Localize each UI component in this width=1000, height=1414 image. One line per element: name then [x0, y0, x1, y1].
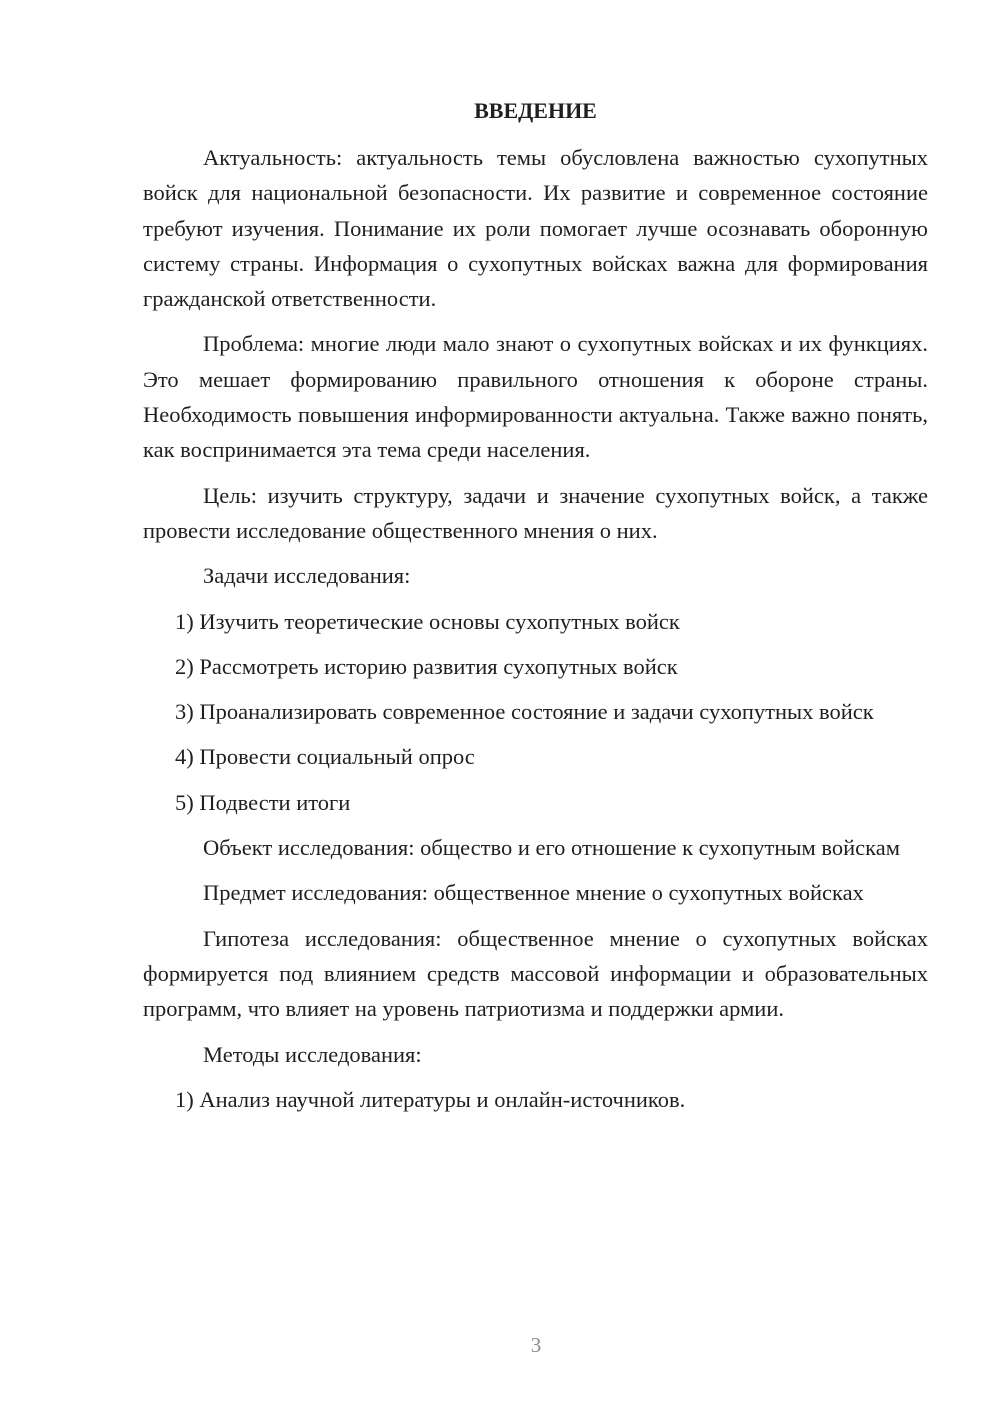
object-paragraph: Объект исследования: общество и его отношение к сухопутным войскам	[203, 835, 900, 861]
document-page	[143, 96, 928, 1127]
hypothesis-paragraph: Гипотеза исследования: общественное мнение о сухопутных войсках формируется под влиянием средств массовой информации и образовательных программ, что влияет на уровень патриотизма и поддержки армии.	[143, 925, 928, 1022]
list-item: 1) Изучить теоретические основы сухопутных войск	[175, 608, 680, 634]
relevance-paragraph: Актуальность: актуальность темы обусловлена важностью сухопутных войск для национальной безопасности. Их развитие и современное состояние требуют изучения. Понимание их роли помогает лучше осознавать оборонную систему страны. Информация о сухопутных войсках важна для формирования гражданской ответственности.	[143, 145, 928, 312]
methods-title: Методы исследования:	[203, 1041, 422, 1067]
section-heading: ВВЕДЕНИЕ	[474, 98, 597, 123]
problem-paragraph: Проблема: многие люди мало знают о сухопутных войсках и их функциях. Это мешает формированию правильного отношения к обороне страны. Необходимость повышения информированности актуальна. Также важно понять, как воспринимается эта тема среди населения.	[143, 331, 928, 463]
tasks-list	[143, 604, 928, 820]
methods-list	[143, 1082, 928, 1117]
list-item: 4) Провести социальный опрос	[175, 744, 475, 770]
subject-paragraph: Предмет исследования: общественное мнение о сухопутных войсках	[203, 880, 864, 906]
goal-paragraph: Цель: изучить структуру, задачи и значение сухопутных войск, а также провести исследование общественного мнения о них.	[143, 482, 928, 543]
tasks-title: Задачи исследования:	[203, 563, 411, 589]
list-item: 5) Подвести итоги	[175, 789, 351, 815]
list-item: 2) Рассмотреть историю развития сухопутных войск	[175, 653, 678, 679]
page-number: 3	[530, 1333, 542, 1357]
list-item: 3) Проанализировать современное состояние и задачи сухопутных войск	[175, 699, 874, 725]
list-item: 1) Анализ научной литературы и онлайн-источников.	[175, 1086, 686, 1112]
